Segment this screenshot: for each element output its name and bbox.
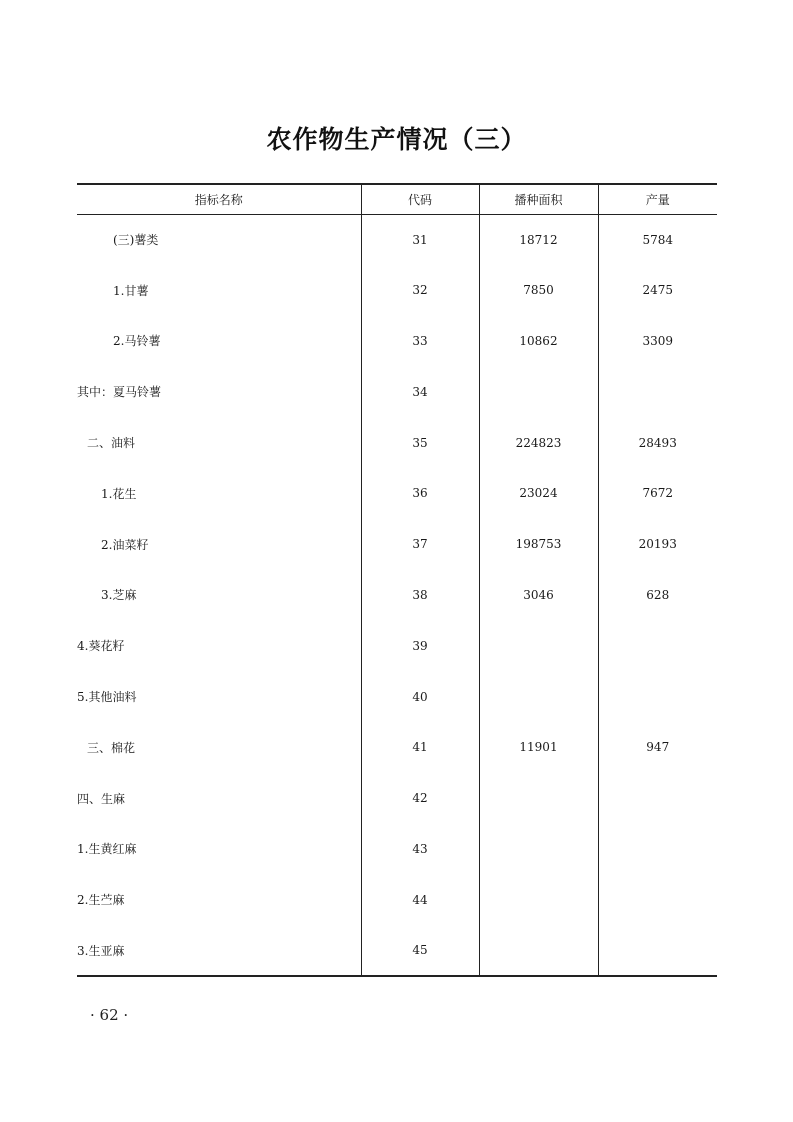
table-row — [77, 671, 717, 722]
table-row — [77, 519, 717, 570]
table-row — [77, 620, 717, 671]
table-row — [77, 417, 717, 468]
cell-output: 20193 — [598, 519, 717, 570]
table-row — [77, 214, 717, 265]
cell-output: 5784 — [598, 214, 717, 265]
cell-sown-area: 198753 — [479, 519, 598, 570]
table-body — [77, 214, 717, 976]
cell-output — [598, 366, 717, 417]
cell-output: 7672 — [598, 468, 717, 519]
header-output: 产量 — [598, 184, 717, 214]
cell-code: 43 — [361, 824, 479, 875]
cell-code: 37 — [361, 519, 479, 570]
cell-output: 2475 — [598, 265, 717, 316]
table-row — [77, 316, 717, 367]
cell-indicator-name: 4.葵花籽 — [77, 639, 125, 654]
cell-indicator-name: 5.其他油料 — [77, 690, 137, 705]
statistics-table — [77, 183, 717, 977]
cell-code: 42 — [361, 773, 479, 824]
cell-sown-area — [479, 620, 598, 671]
table-row — [77, 824, 717, 875]
cell-sown-area: 11901 — [479, 722, 598, 773]
cell-sown-area — [479, 773, 598, 824]
cell-sown-area: 23024 — [479, 468, 598, 519]
cell-output — [598, 671, 717, 722]
cell-code: 34 — [361, 366, 479, 417]
cell-code: 41 — [361, 722, 479, 773]
header-indicator-name: 指标名称 — [77, 184, 361, 214]
cell-indicator-name: 其中：夏马铃薯 — [77, 385, 162, 400]
cell-indicator-name: (三)薯类 — [113, 233, 159, 248]
table-row — [77, 722, 717, 773]
table-row — [77, 773, 717, 824]
cell-sown-area: 18712 — [479, 214, 598, 265]
cell-indicator-name: 1.生黄红麻 — [77, 842, 137, 857]
cell-sown-area — [479, 366, 598, 417]
cell-code: 36 — [361, 468, 479, 519]
cell-code: 44 — [361, 874, 479, 925]
cell-indicator-name: 2.马铃薯 — [113, 334, 161, 349]
cell-indicator-name: 3.生亚麻 — [77, 925, 361, 976]
cell-output — [598, 773, 717, 824]
cell-code: 31 — [361, 214, 479, 265]
cell-code: 38 — [361, 570, 479, 621]
cell-output — [598, 925, 717, 976]
cell-code: 35 — [361, 417, 479, 468]
cell-sown-area: 3046 — [479, 570, 598, 621]
cell-sown-area: 224823 — [479, 417, 598, 468]
cell-output: 28493 — [598, 417, 717, 468]
cell-output — [598, 874, 717, 925]
table-row — [77, 265, 717, 316]
cell-indicator-name: 1.甘薯 — [113, 283, 149, 298]
cell-indicator-name: 四、生麻 — [77, 791, 126, 806]
table-row — [77, 925, 717, 976]
cell-code: 45 — [361, 925, 479, 976]
cell-sown-area — [479, 824, 598, 875]
cell-output: 947 — [598, 722, 717, 773]
cell-indicator-name: 1.花生 — [101, 486, 137, 501]
table-row — [77, 366, 717, 417]
cell-indicator-name: 二、油料 — [87, 436, 136, 451]
cell-code: 33 — [361, 316, 479, 367]
cell-code: 39 — [361, 620, 479, 671]
cell-indicator-name: 2.生苎麻 — [77, 893, 125, 908]
page-number: · 62 · — [90, 1006, 129, 1024]
page-title: 农作物生产情况（三） — [266, 125, 527, 154]
cell-code: 40 — [361, 671, 479, 722]
cell-output — [598, 824, 717, 875]
cell-indicator-name: 3.芝麻 — [101, 588, 137, 603]
table-header-row — [77, 184, 717, 214]
cell-sown-area — [479, 874, 598, 925]
cell-output — [598, 620, 717, 671]
cell-sown-area: 7850 — [479, 265, 598, 316]
cell-output: 3309 — [598, 316, 717, 367]
table-row — [77, 570, 717, 621]
table-row — [77, 874, 717, 925]
cell-sown-area — [479, 925, 598, 976]
cell-output: 628 — [598, 570, 717, 621]
header-sown-area: 播种面积 — [479, 184, 598, 214]
cell-sown-area — [479, 671, 598, 722]
cell-sown-area: 10862 — [479, 316, 598, 367]
table-row — [77, 468, 717, 519]
header-code: 代码 — [361, 184, 479, 214]
cell-indicator-name: 三、棉花 — [87, 740, 136, 755]
cell-code: 32 — [361, 265, 479, 316]
cell-indicator-name: 2.油菜籽 — [101, 537, 149, 552]
